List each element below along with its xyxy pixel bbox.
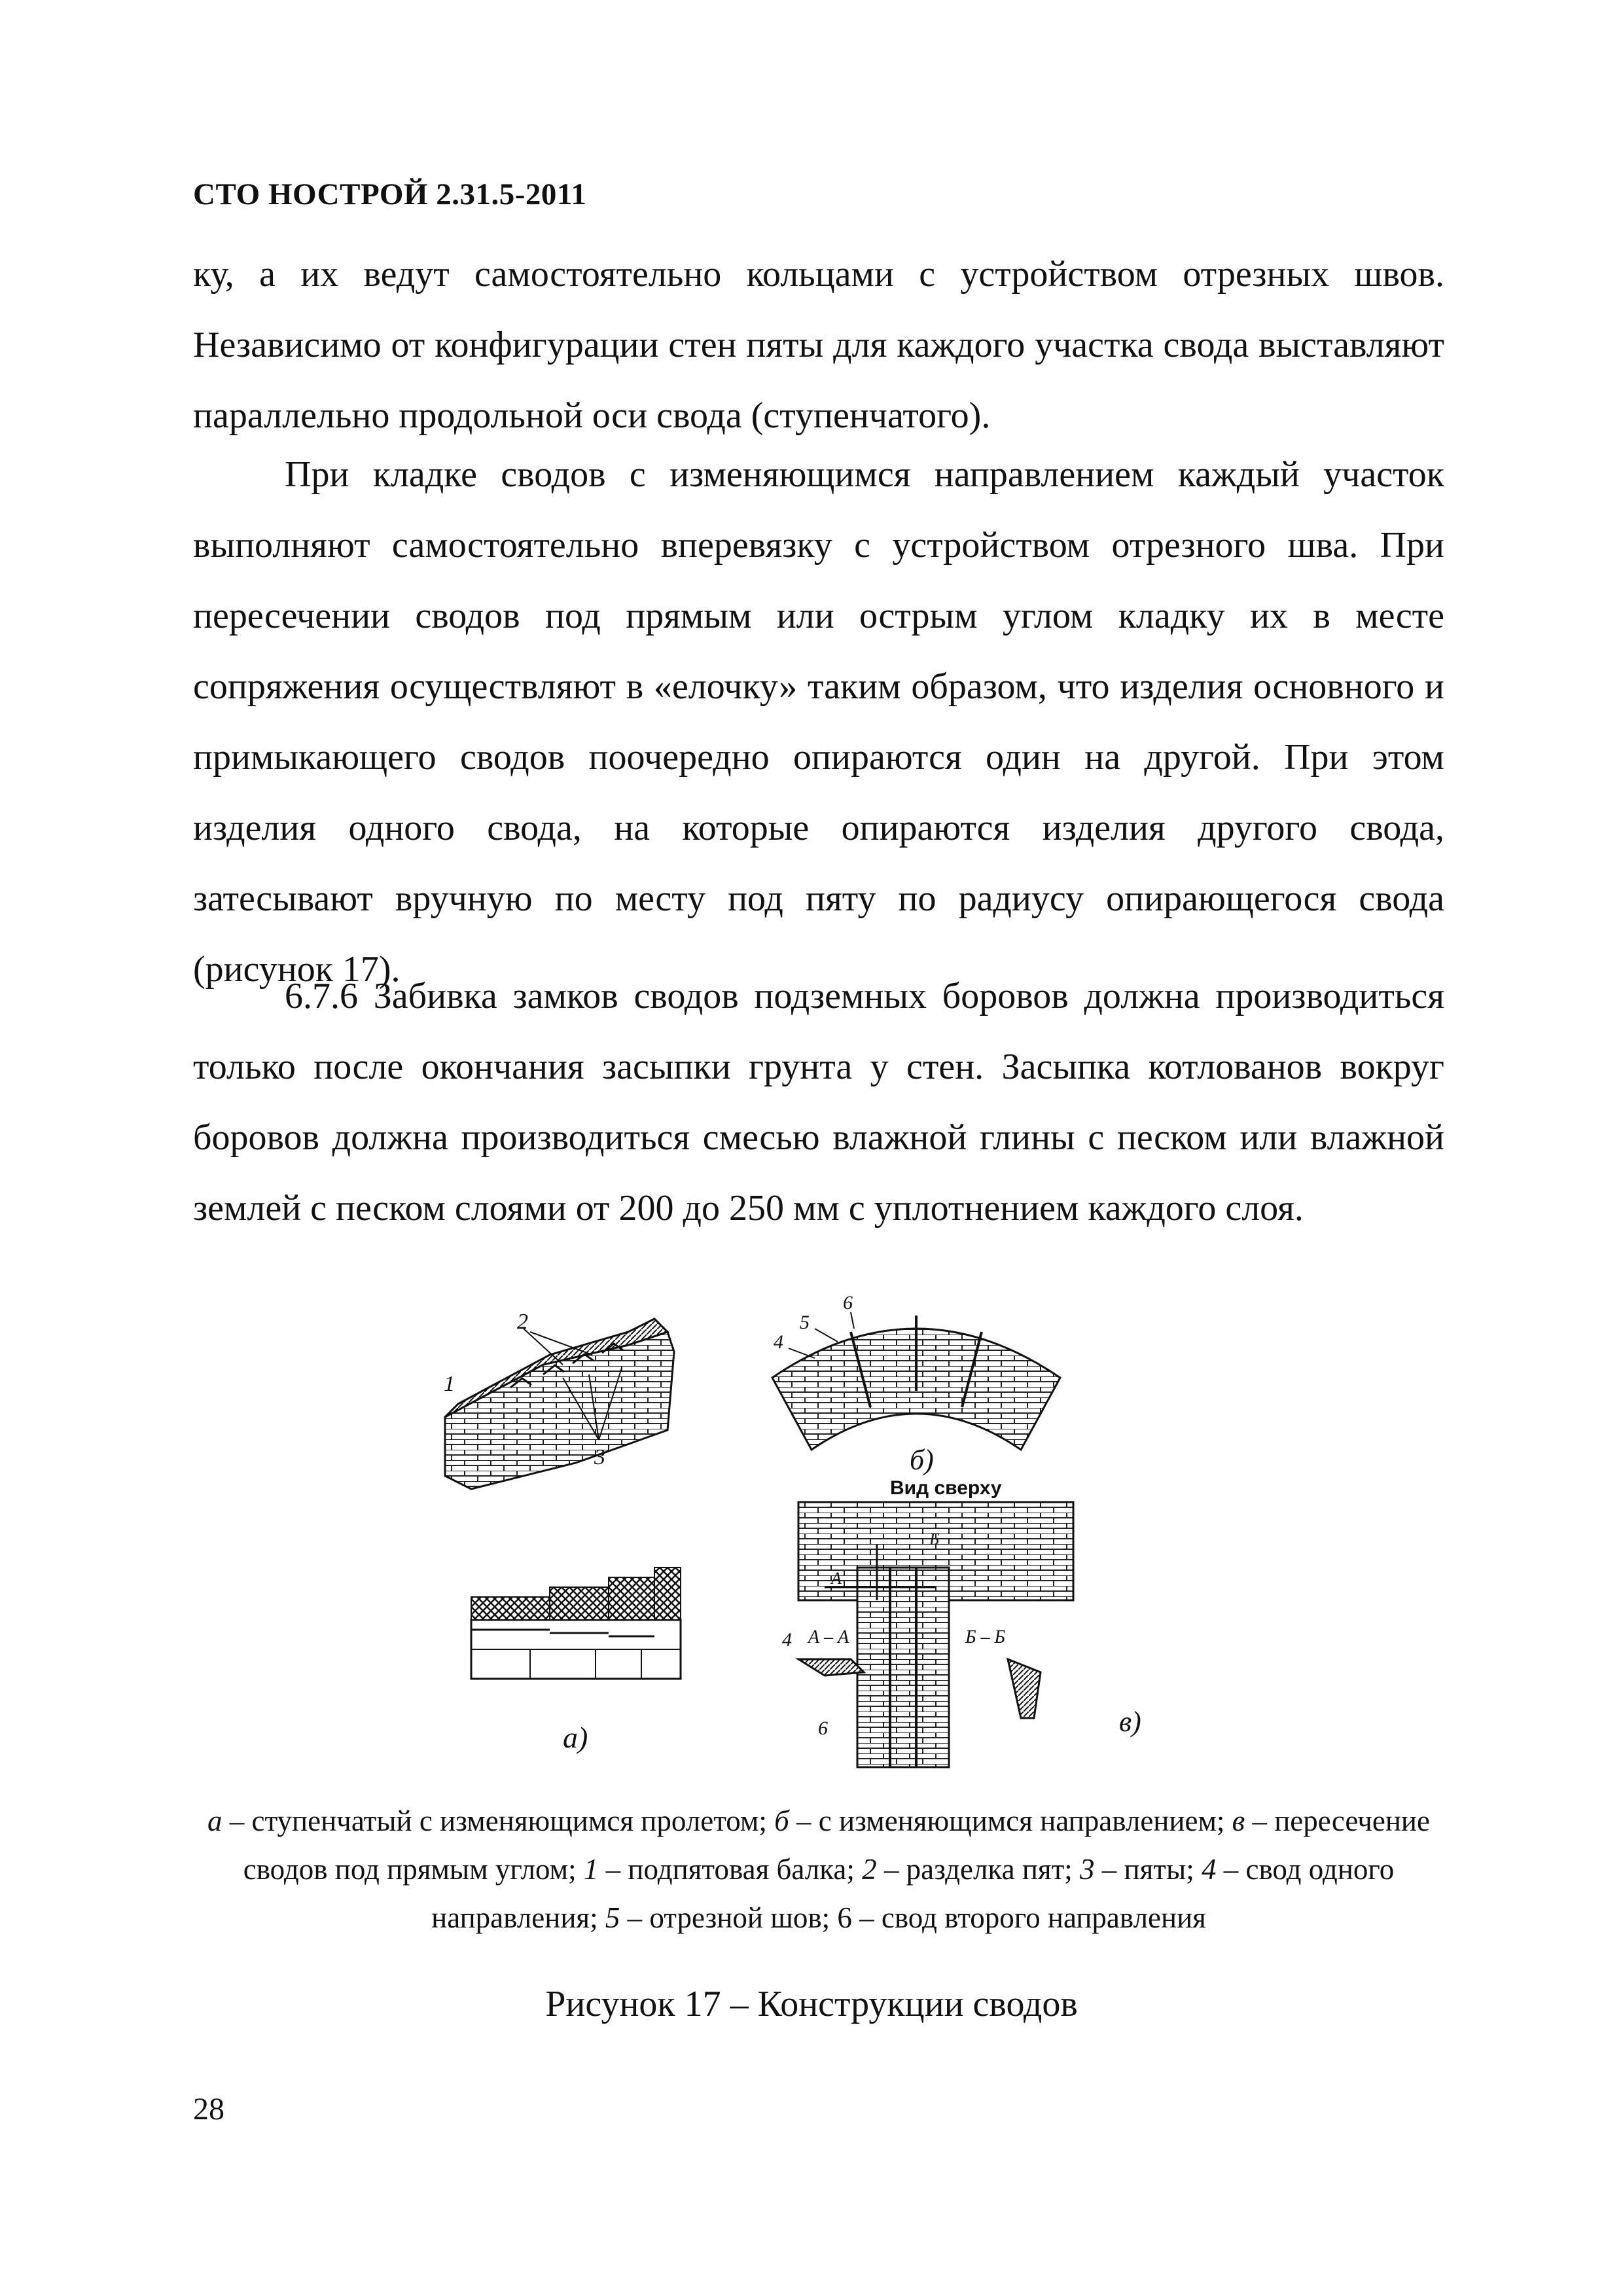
label-4-v: 4 bbox=[782, 1629, 792, 1651]
label-mark-a: А bbox=[831, 1569, 842, 1588]
label-6: 6 bbox=[843, 1293, 853, 1314]
caption-key-4: 4 bbox=[1201, 1853, 1217, 1886]
caption-key-b: б bbox=[774, 1804, 789, 1837]
page-number: 28 bbox=[193, 2092, 224, 2126]
caption-text-1: – подпятовая балка; bbox=[598, 1853, 863, 1886]
paragraph-6-7-6: 6.7.6 Забивка замков сводов подземных боровов должна производиться только после окончания засыпки грунта у стен. Засыпка котлованов вокруг боровов должна производиться смесью влажной глины с песком или влажной землей с песком слоями от 200 до 250 мм с уплотнением каждого слоя. bbox=[193, 976, 1444, 1229]
label-2: 2 bbox=[517, 1310, 528, 1334]
caption-key-2: 2 bbox=[862, 1853, 877, 1886]
caption-key-1: 1 bbox=[583, 1853, 599, 1886]
caption-text-3: – пяты; bbox=[1094, 1853, 1202, 1886]
figure-caption bbox=[193, 1797, 1444, 1942]
caption-key-5: 5 bbox=[605, 1901, 620, 1934]
caption-key-v: в bbox=[1232, 1804, 1245, 1837]
figure-title: Рисунок 17 – Конструкции сводов bbox=[545, 1984, 1078, 2024]
diagram-a-section bbox=[471, 1568, 681, 1754]
label-top-view: Вид сверху bbox=[890, 1477, 1002, 1499]
label-mark-b: Б bbox=[929, 1530, 940, 1549]
label-6-v: 6 bbox=[818, 1717, 828, 1739]
figure-vault-constructions bbox=[432, 1293, 1165, 1790]
paragraph-continuation: ку, а их ведут самостоятельно кольцами с устройством отрезных швов. Независимо от конфигурации стен пяты для каждого участка свода выставляют параллельно продольной оси свода (ступенчатого). bbox=[193, 254, 1444, 436]
caption-key-a: а bbox=[207, 1804, 223, 1837]
label-section-aa: А – А bbox=[808, 1627, 849, 1647]
label-1: 1 bbox=[444, 1372, 455, 1396]
label-4: 4 bbox=[774, 1331, 783, 1353]
caption-key-3: 3 bbox=[1080, 1853, 1095, 1886]
caption-text-5: – отрезной шов; 6 – свод второго направления bbox=[620, 1901, 1206, 1934]
caption-text-2: – разделка пят; bbox=[876, 1853, 1080, 1886]
paragraph-vault-crossing: При кладке сводов с изменяющимся направлением каждый участок выполняют самостоятельно вперевязку с устройством отрезного шва. При пересечении сводов под прямым или острым углом кладку их в месте сопряжения осуществляют в «елочку» таким образом, что изделия основного и примыкающего сводов поочередно опираются один на другой. При этом изделия одного свода, на которые опираются изделия другого свода, затесывают вручную по месту под пяту по радиусу опирающегося свода (рисунок 17). bbox=[193, 454, 1444, 990]
label-b: б) bbox=[910, 1444, 934, 1476]
document-header: СТО НОСТРОЙ 2.31.5-2011 bbox=[193, 177, 587, 211]
label-v: в) bbox=[1119, 1706, 1141, 1738]
caption-text-v: – пересечение сводов под прямым углом; bbox=[243, 1804, 1430, 1886]
caption-text-b: – с изменяющимся направлением; bbox=[789, 1804, 1232, 1837]
label-a: а) bbox=[563, 1721, 588, 1754]
caption-text-a: – ступенчатый с изменяющимся пролетом; bbox=[222, 1804, 775, 1837]
caption-text-4: – свод одного направления; bbox=[431, 1853, 1395, 1934]
label-5: 5 bbox=[800, 1312, 810, 1333]
label-3: 3 bbox=[594, 1445, 605, 1469]
label-section-bb: Б – Б bbox=[965, 1627, 1006, 1647]
diagram-v-intersection bbox=[782, 1502, 1141, 1767]
diagram-b-changing-direction bbox=[772, 1293, 1060, 1499]
diagram-a-stepped-vault bbox=[444, 1310, 674, 1489]
